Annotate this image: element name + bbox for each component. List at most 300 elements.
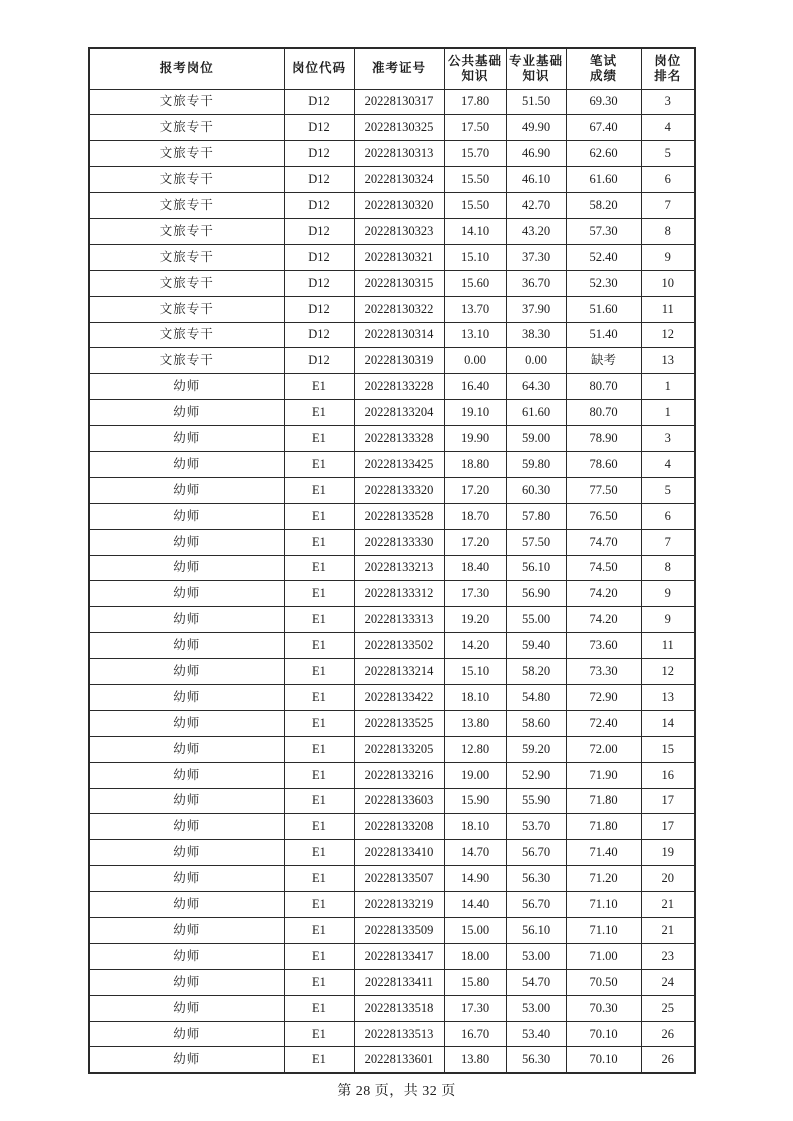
table-cell-code: E1 <box>284 607 354 633</box>
table-cell-major: 52.90 <box>506 762 566 788</box>
table-cell-written: 61.60 <box>566 167 641 193</box>
table-cell-major: 56.70 <box>506 892 566 918</box>
table-cell-ticket: 20228130323 <box>354 218 444 244</box>
table-cell-written: 71.00 <box>566 943 641 969</box>
table-cell-rank: 26 <box>641 1047 695 1073</box>
table-cell-written: 74.20 <box>566 607 641 633</box>
table-cell-public: 15.00 <box>444 918 506 944</box>
table-cell-post: 幼师 <box>89 995 284 1021</box>
table-cell-written: 70.10 <box>566 1021 641 1047</box>
table-cell-public: 16.70 <box>444 1021 506 1047</box>
table-cell-post: 幼师 <box>89 969 284 995</box>
table-row <box>89 167 695 193</box>
table-cell-post: 幼师 <box>89 918 284 944</box>
table-cell-post: 幼师 <box>89 477 284 503</box>
table-cell-public: 18.70 <box>444 503 506 529</box>
table-row <box>89 607 695 633</box>
table-cell-written: 62.60 <box>566 141 641 167</box>
table-row <box>89 969 695 995</box>
table-row <box>89 115 695 141</box>
table-cell-major: 53.00 <box>506 995 566 1021</box>
table-cell-ticket: 20228130319 <box>354 348 444 374</box>
table-cell-post: 文旅专干 <box>89 89 284 115</box>
table-cell-major: 56.70 <box>506 840 566 866</box>
table-cell-written: 78.60 <box>566 451 641 477</box>
table-cell-public: 13.10 <box>444 322 506 348</box>
table-cell-code: D12 <box>284 218 354 244</box>
table-cell-ticket: 20228130320 <box>354 193 444 219</box>
table-cell-written: 58.20 <box>566 193 641 219</box>
table-cell-post: 文旅专干 <box>89 296 284 322</box>
table-cell-code: E1 <box>284 1021 354 1047</box>
table-cell-ticket: 20228133525 <box>354 710 444 736</box>
table-cell-public: 13.80 <box>444 710 506 736</box>
table-cell-post: 文旅专干 <box>89 115 284 141</box>
table-cell-code: E1 <box>284 762 354 788</box>
table-cell-post: 幼师 <box>89 451 284 477</box>
table-cell-post: 幼师 <box>89 503 284 529</box>
table-cell-post: 幼师 <box>89 710 284 736</box>
table-cell-public: 18.10 <box>444 684 506 710</box>
table-cell-major: 53.70 <box>506 814 566 840</box>
table-cell-public: 14.40 <box>444 892 506 918</box>
table-cell-code: D12 <box>284 89 354 115</box>
table-cell-public: 14.20 <box>444 633 506 659</box>
table-cell-post: 幼师 <box>89 892 284 918</box>
table-cell-public: 13.70 <box>444 296 506 322</box>
table-row <box>89 322 695 348</box>
table-cell-code: E1 <box>284 1047 354 1073</box>
table-cell-post: 文旅专干 <box>89 270 284 296</box>
table-row <box>89 218 695 244</box>
table-cell-ticket: 20228130315 <box>354 270 444 296</box>
table-cell-written: 74.20 <box>566 581 641 607</box>
table-cell-rank: 10 <box>641 270 695 296</box>
table-cell-post: 幼师 <box>89 1021 284 1047</box>
table-cell-rank: 12 <box>641 322 695 348</box>
table-row <box>89 296 695 322</box>
table-row <box>89 1047 695 1073</box>
table-cell-major: 36.70 <box>506 270 566 296</box>
table-cell-written: 71.80 <box>566 814 641 840</box>
table-cell-major: 57.50 <box>506 529 566 555</box>
table-cell-public: 15.50 <box>444 193 506 219</box>
table-cell-code: E1 <box>284 633 354 659</box>
table-cell-major: 56.90 <box>506 581 566 607</box>
table-cell-written: 57.30 <box>566 218 641 244</box>
table-header-cell: 岗位代码 <box>284 48 354 89</box>
table-cell-post: 幼师 <box>89 762 284 788</box>
table-row <box>89 555 695 581</box>
table-cell-written: 78.90 <box>566 426 641 452</box>
table-cell-rank: 11 <box>641 296 695 322</box>
table-cell-post: 文旅专干 <box>89 193 284 219</box>
table-cell-rank: 7 <box>641 529 695 555</box>
table-cell-ticket: 20228133228 <box>354 374 444 400</box>
table-cell-code: E1 <box>284 374 354 400</box>
table-cell-code: E1 <box>284 684 354 710</box>
table-cell-major: 55.00 <box>506 607 566 633</box>
table-row <box>89 684 695 710</box>
table-row <box>89 529 695 555</box>
table-cell-code: E1 <box>284 529 354 555</box>
table-cell-code: E1 <box>284 477 354 503</box>
table-cell-rank: 1 <box>641 400 695 426</box>
table-cell-written: 74.50 <box>566 555 641 581</box>
table-cell-ticket: 20228133411 <box>354 969 444 995</box>
table-header <box>89 48 695 89</box>
table-row <box>89 374 695 400</box>
table-cell-code: D12 <box>284 193 354 219</box>
table-cell-ticket: 20228133219 <box>354 892 444 918</box>
table-cell-public: 18.40 <box>444 555 506 581</box>
table-cell-rank: 5 <box>641 141 695 167</box>
table-cell-code: E1 <box>284 866 354 892</box>
table-row <box>89 193 695 219</box>
table-cell-rank: 21 <box>641 892 695 918</box>
table-cell-rank: 23 <box>641 943 695 969</box>
table-cell-major: 49.90 <box>506 115 566 141</box>
table-cell-rank: 16 <box>641 762 695 788</box>
table-cell-major: 37.30 <box>506 244 566 270</box>
table-cell-post: 文旅专干 <box>89 244 284 270</box>
table-cell-rank: 14 <box>641 710 695 736</box>
table-cell-rank: 8 <box>641 555 695 581</box>
table-cell-code: D12 <box>284 296 354 322</box>
table-cell-post: 文旅专干 <box>89 167 284 193</box>
table-row <box>89 581 695 607</box>
table-cell-major: 59.40 <box>506 633 566 659</box>
table-cell-major: 46.90 <box>506 141 566 167</box>
table-cell-written: 74.70 <box>566 529 641 555</box>
table-cell-post: 幼师 <box>89 529 284 555</box>
table-cell-public: 0.00 <box>444 348 506 374</box>
table-cell-public: 15.70 <box>444 141 506 167</box>
table-cell-written: 72.90 <box>566 684 641 710</box>
table-cell-written: 51.60 <box>566 296 641 322</box>
table-cell-public: 15.10 <box>444 659 506 685</box>
table-cell-code: E1 <box>284 555 354 581</box>
table-cell-rank: 17 <box>641 814 695 840</box>
table-cell-written: 71.20 <box>566 866 641 892</box>
table-cell-major: 56.10 <box>506 918 566 944</box>
table-cell-ticket: 20228133518 <box>354 995 444 1021</box>
table-cell-ticket: 20228133507 <box>354 866 444 892</box>
table-cell-post: 幼师 <box>89 607 284 633</box>
table-cell-major: 64.30 <box>506 374 566 400</box>
table-header-row <box>89 48 695 89</box>
table-cell-code: D12 <box>284 167 354 193</box>
table-cell-code: E1 <box>284 892 354 918</box>
table-cell-post: 幼师 <box>89 788 284 814</box>
table-cell-code: E1 <box>284 814 354 840</box>
table-row <box>89 736 695 762</box>
table-cell-major: 56.30 <box>506 1047 566 1073</box>
table-row <box>89 892 695 918</box>
table-cell-public: 17.20 <box>444 477 506 503</box>
table-cell-major: 58.20 <box>506 659 566 685</box>
table-cell-major: 56.10 <box>506 555 566 581</box>
table-cell-ticket: 20228133312 <box>354 581 444 607</box>
table-cell-post: 幼师 <box>89 659 284 685</box>
score-table-body <box>89 89 695 1073</box>
table-cell-ticket: 20228133425 <box>354 451 444 477</box>
table-cell-ticket: 20228130314 <box>354 322 444 348</box>
table-cell-code: E1 <box>284 581 354 607</box>
table-cell-major: 53.00 <box>506 943 566 969</box>
table-cell-written: 52.40 <box>566 244 641 270</box>
table-cell-rank: 5 <box>641 477 695 503</box>
table-cell-post: 文旅专干 <box>89 218 284 244</box>
table-row <box>89 995 695 1021</box>
table-cell-major: 59.80 <box>506 451 566 477</box>
table-cell-code: D12 <box>284 322 354 348</box>
table-cell-rank: 4 <box>641 115 695 141</box>
table-cell-post: 文旅专干 <box>89 322 284 348</box>
table-cell-rank: 3 <box>641 89 695 115</box>
table-row <box>89 943 695 969</box>
table-cell-major: 53.40 <box>506 1021 566 1047</box>
table-cell-rank: 3 <box>641 426 695 452</box>
table-cell-major: 0.00 <box>506 348 566 374</box>
table-cell-ticket: 20228133320 <box>354 477 444 503</box>
table-cell-public: 19.00 <box>444 762 506 788</box>
table-cell-public: 15.90 <box>444 788 506 814</box>
table-cell-rank: 11 <box>641 633 695 659</box>
table-cell-post: 幼师 <box>89 943 284 969</box>
table-cell-ticket: 20228133528 <box>354 503 444 529</box>
table-row <box>89 866 695 892</box>
table-cell-ticket: 20228133313 <box>354 607 444 633</box>
table-cell-ticket: 20228133204 <box>354 400 444 426</box>
table-cell-written: 71.40 <box>566 840 641 866</box>
table-cell-rank: 13 <box>641 348 695 374</box>
table-cell-written: 71.90 <box>566 762 641 788</box>
table-cell-ticket: 20228130322 <box>354 296 444 322</box>
table-cell-rank: 6 <box>641 167 695 193</box>
table-cell-rank: 8 <box>641 218 695 244</box>
table-cell-written: 70.50 <box>566 969 641 995</box>
table-row <box>89 762 695 788</box>
table-cell-public: 19.10 <box>444 400 506 426</box>
table-cell-ticket: 20228133509 <box>354 918 444 944</box>
table-cell-post: 幼师 <box>89 555 284 581</box>
table-row <box>89 348 695 374</box>
table-cell-public: 15.80 <box>444 969 506 995</box>
table-row <box>89 477 695 503</box>
table-cell-public: 19.20 <box>444 607 506 633</box>
table-cell-major: 61.60 <box>506 400 566 426</box>
table-cell-rank: 13 <box>641 684 695 710</box>
table-cell-code: E1 <box>284 400 354 426</box>
table-row <box>89 244 695 270</box>
table-cell-public: 17.30 <box>444 581 506 607</box>
table-cell-post: 幼师 <box>89 1047 284 1073</box>
table-row <box>89 141 695 167</box>
table-cell-code: D12 <box>284 348 354 374</box>
table-cell-rank: 24 <box>641 969 695 995</box>
table-cell-public: 13.80 <box>444 1047 506 1073</box>
table-cell-code: E1 <box>284 451 354 477</box>
table-cell-public: 15.10 <box>444 244 506 270</box>
table-cell-written: 70.10 <box>566 1047 641 1073</box>
table-cell-rank: 26 <box>641 1021 695 1047</box>
table-cell-code: E1 <box>284 503 354 529</box>
table-cell-code: E1 <box>284 736 354 762</box>
table-cell-ticket: 20228133205 <box>354 736 444 762</box>
table-cell-written: 80.70 <box>566 400 641 426</box>
table-header-cell: 准考证号 <box>354 48 444 89</box>
table-cell-written: 73.60 <box>566 633 641 659</box>
table-cell-code: E1 <box>284 969 354 995</box>
table-header-cell: 笔试 成绩 <box>566 48 641 89</box>
table-cell-ticket: 20228133208 <box>354 814 444 840</box>
table-cell-major: 46.10 <box>506 167 566 193</box>
table-row <box>89 426 695 452</box>
table-row <box>89 400 695 426</box>
table-cell-major: 51.50 <box>506 89 566 115</box>
table-cell-written: 51.40 <box>566 322 641 348</box>
table-cell-major: 38.30 <box>506 322 566 348</box>
table-cell-public: 18.80 <box>444 451 506 477</box>
table-cell-public: 17.80 <box>444 89 506 115</box>
table-row <box>89 840 695 866</box>
table-row <box>89 814 695 840</box>
table-cell-public: 18.10 <box>444 814 506 840</box>
table-cell-ticket: 20228133216 <box>354 762 444 788</box>
table-header-cell: 公共基础 知识 <box>444 48 506 89</box>
table-cell-rank: 9 <box>641 244 695 270</box>
table-cell-post: 幼师 <box>89 633 284 659</box>
table-cell-written: 67.40 <box>566 115 641 141</box>
table-cell-ticket: 20228130321 <box>354 244 444 270</box>
table-cell-written: 69.30 <box>566 89 641 115</box>
table-row <box>89 918 695 944</box>
table-cell-code: D12 <box>284 115 354 141</box>
table-row <box>89 270 695 296</box>
table-cell-rank: 1 <box>641 374 695 400</box>
table-cell-written: 73.30 <box>566 659 641 685</box>
table-cell-written: 76.50 <box>566 503 641 529</box>
table-cell-written: 72.00 <box>566 736 641 762</box>
table-cell-rank: 17 <box>641 788 695 814</box>
table-cell-ticket: 20228133330 <box>354 529 444 555</box>
table-cell-public: 14.10 <box>444 218 506 244</box>
table-cell-public: 15.60 <box>444 270 506 296</box>
table-cell-code: E1 <box>284 710 354 736</box>
table-cell-post: 文旅专干 <box>89 141 284 167</box>
table-row <box>89 89 695 115</box>
table-cell-major: 58.60 <box>506 710 566 736</box>
table-cell-major: 55.90 <box>506 788 566 814</box>
table-cell-major: 59.00 <box>506 426 566 452</box>
table-cell-ticket: 20228133213 <box>354 555 444 581</box>
table-cell-code: D12 <box>284 270 354 296</box>
table-cell-public: 12.80 <box>444 736 506 762</box>
table-cell-code: D12 <box>284 244 354 270</box>
table-cell-public: 19.90 <box>444 426 506 452</box>
table-cell-public: 15.50 <box>444 167 506 193</box>
table-cell-written: 71.10 <box>566 892 641 918</box>
table-cell-ticket: 20228130317 <box>354 89 444 115</box>
table-header-cell: 岗位 排名 <box>641 48 695 89</box>
table-cell-ticket: 20228133502 <box>354 633 444 659</box>
table-cell-code: E1 <box>284 918 354 944</box>
table-cell-major: 42.70 <box>506 193 566 219</box>
table-cell-public: 16.40 <box>444 374 506 400</box>
table-cell-post: 幼师 <box>89 684 284 710</box>
table-cell-ticket: 20228130325 <box>354 115 444 141</box>
table-cell-rank: 6 <box>641 503 695 529</box>
table-cell-ticket: 20228133422 <box>354 684 444 710</box>
table-cell-ticket: 20228130313 <box>354 141 444 167</box>
table-cell-major: 60.30 <box>506 477 566 503</box>
table-cell-code: E1 <box>284 840 354 866</box>
table-cell-written: 52.30 <box>566 270 641 296</box>
table-cell-written: 80.70 <box>566 374 641 400</box>
table-cell-rank: 4 <box>641 451 695 477</box>
table-cell-written: 72.40 <box>566 710 641 736</box>
table-row <box>89 659 695 685</box>
table-row <box>89 710 695 736</box>
table-cell-rank: 21 <box>641 918 695 944</box>
table-cell-major: 57.80 <box>506 503 566 529</box>
table-cell-code: E1 <box>284 788 354 814</box>
table-row <box>89 633 695 659</box>
table-cell-rank: 25 <box>641 995 695 1021</box>
table-cell-code: E1 <box>284 943 354 969</box>
table-row <box>89 788 695 814</box>
table-cell-rank: 9 <box>641 581 695 607</box>
table-cell-major: 54.70 <box>506 969 566 995</box>
table-cell-post: 幼师 <box>89 400 284 426</box>
table-cell-post: 幼师 <box>89 840 284 866</box>
table-cell-rank: 15 <box>641 736 695 762</box>
table-cell-written: 71.80 <box>566 788 641 814</box>
table-row <box>89 451 695 477</box>
table-cell-major: 59.20 <box>506 736 566 762</box>
table-row <box>89 503 695 529</box>
table-cell-post: 幼师 <box>89 374 284 400</box>
table-cell-ticket: 20228133214 <box>354 659 444 685</box>
table-cell-post: 幼师 <box>89 581 284 607</box>
table-cell-public: 17.50 <box>444 115 506 141</box>
table-header-cell: 报考岗位 <box>89 48 284 89</box>
table-cell-code: E1 <box>284 659 354 685</box>
table-cell-written: 77.50 <box>566 477 641 503</box>
table-cell-major: 54.80 <box>506 684 566 710</box>
table-cell-public: 18.00 <box>444 943 506 969</box>
table-cell-major: 43.20 <box>506 218 566 244</box>
table-cell-ticket: 20228133410 <box>354 840 444 866</box>
table-cell-public: 14.90 <box>444 866 506 892</box>
table-cell-ticket: 20228133417 <box>354 943 444 969</box>
table-cell-ticket: 20228133328 <box>354 426 444 452</box>
page-number-footer: 第 28 页，共 32 页 <box>337 1084 456 1099</box>
table-cell-public: 17.30 <box>444 995 506 1021</box>
table-cell-code: E1 <box>284 426 354 452</box>
table-cell-major: 37.90 <box>506 296 566 322</box>
table-cell-ticket: 20228130324 <box>354 167 444 193</box>
table-cell-rank: 7 <box>641 193 695 219</box>
table-cell-written: 70.30 <box>566 995 641 1021</box>
table-cell-ticket: 20228133601 <box>354 1047 444 1073</box>
table-cell-ticket: 20228133603 <box>354 788 444 814</box>
table-cell-public: 17.20 <box>444 529 506 555</box>
table-cell-post: 文旅专干 <box>89 348 284 374</box>
table-cell-post: 幼师 <box>89 736 284 762</box>
table-cell-rank: 20 <box>641 866 695 892</box>
